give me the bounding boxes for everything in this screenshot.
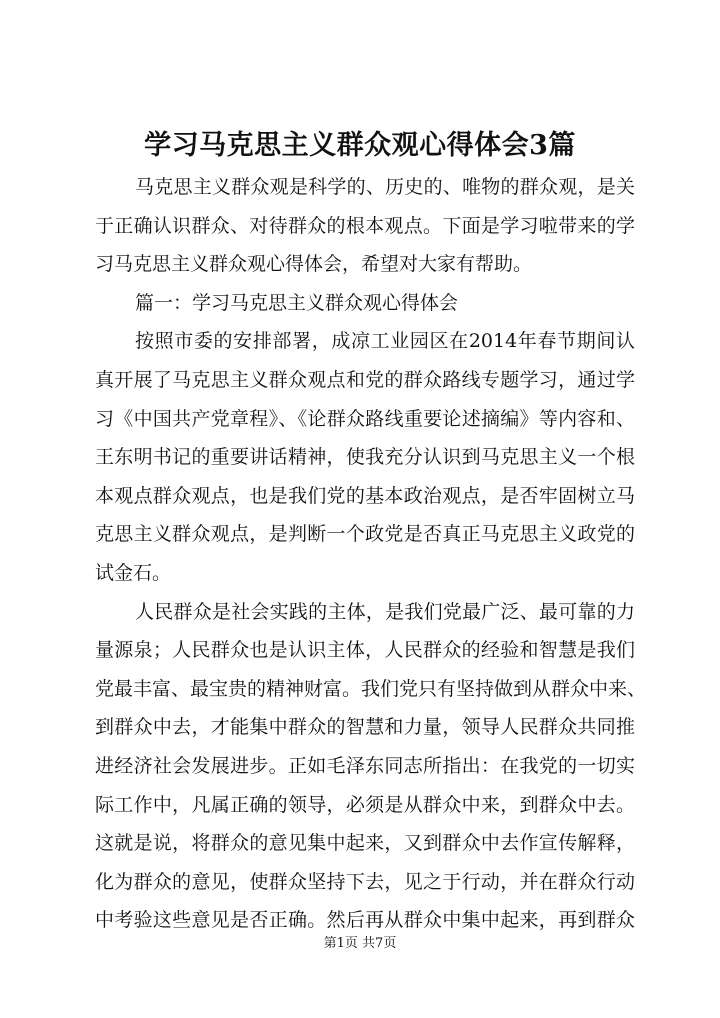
text-line: 真开展了马克思主义群众观点和党的群众路线专题学习，通过学: [95, 368, 635, 391]
text-line: 马克思主义群众观是科学的、历史的、唯物的群众观，是关: [135, 176, 635, 198]
page-footer: 第1页 共7页: [323, 936, 397, 951]
text-line: 人民群众是社会实践的主体，是我们党最广泛、最可靠的力: [135, 600, 635, 623]
text-line: 按照市委的安排部署，成凉工业园区在2014年春节期间认: [135, 330, 635, 353]
text-line: 化为群众的意见，使群众坚持下去，见之于行动，并在群众行动: [95, 870, 635, 893]
text-line: 习《中国共产党章程》、《论群众路线重要论述摘编》等内容和、: [95, 407, 635, 430]
text-line: 际工作中，凡属正确的领导，必须是从群众中来，到群众中去。: [95, 793, 635, 816]
text-line: 于正确认识群众、对待群众的根本观点。下面是学习啦带来的学: [95, 214, 635, 237]
text-line: 试金石。: [95, 561, 172, 584]
text-line: 量源泉；人民群众也是认识主体，人民群众的经验和智慧是我们: [95, 639, 635, 662]
text-line: 党最丰富、最宝贵的精神财富。我们党只有坚持做到从群众中来、: [95, 677, 647, 700]
text-line: 克思主义群众观点，是判断一个政党是否真正马克思主义政党的: [95, 523, 635, 546]
document-title: 学习马克思主义群众观心得体会3篇: [144, 130, 576, 161]
text-line: 到群众中去，才能集中群众的智慧和力量，领导人民群众共同推: [95, 716, 635, 739]
text-line: 篇一：学习马克思主义群众观心得体会: [135, 291, 459, 314]
text-line: 王东明书记的重要讲话精神，使我充分认识到马克思主义一个根: [95, 446, 635, 469]
text-line: 习马克思主义群众观心得体会，希望对大家有帮助。: [95, 253, 533, 276]
text-line: 中考验这些意见是否正确。然后再从群众中集中起来，再到群众: [95, 909, 635, 932]
document-body: [95, 168, 647, 940]
text-line: 进经济社会发展进步。正如毛泽东同志所指出：在我党的一切实: [95, 754, 635, 777]
text-line: 这就是说，将群众的意见集中起来，又到群众中去作宣传解释，: [95, 832, 635, 855]
text-line: 本观点群众观点，也是我们党的基本政治观点，是否牢固树立马: [95, 484, 635, 507]
